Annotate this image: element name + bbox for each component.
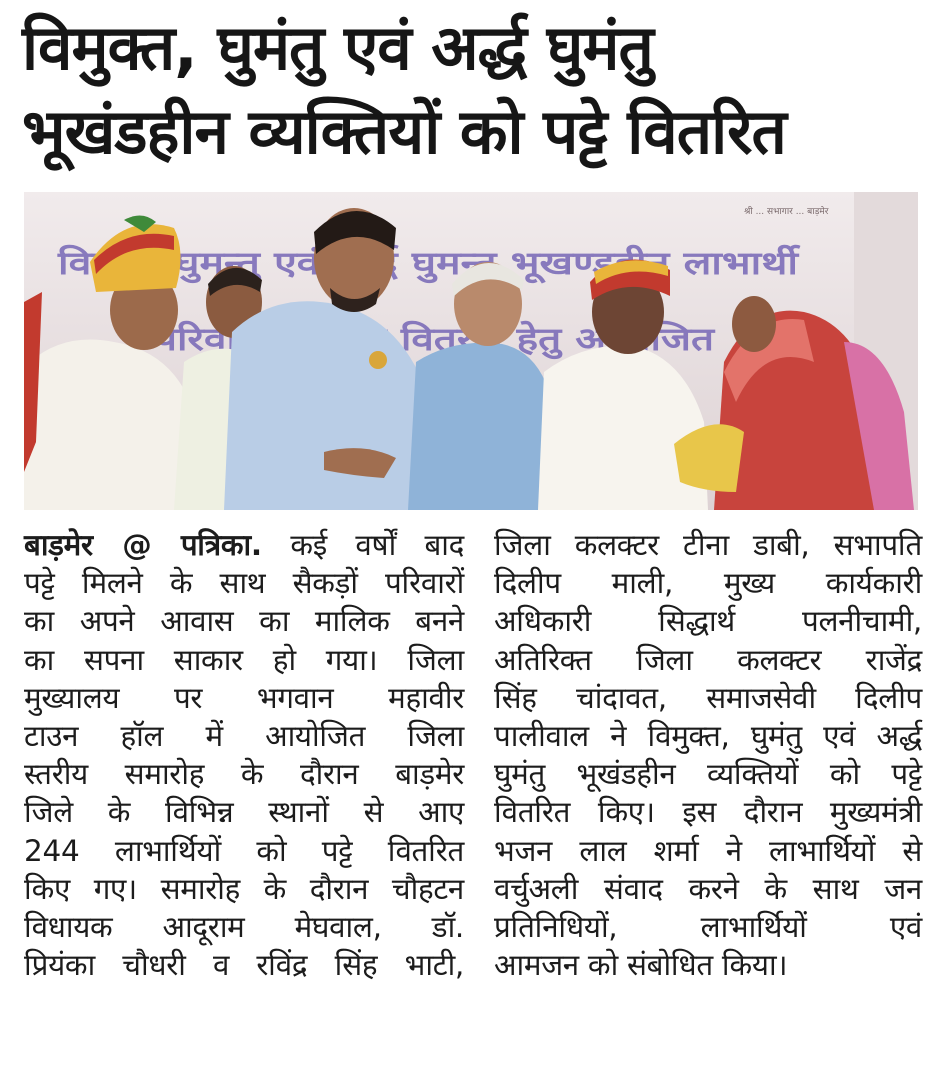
body-line: प्रियंका चौधरी व रविंद्र सिंह भाटी,: [24, 948, 464, 983]
signboard-text: श्री ... सभागार ... बाड़मेर: [744, 207, 829, 217]
body-line: अधिकारी सिद्धार्थ पलनीचामी,: [494, 604, 922, 639]
body-line: 244 लाभार्थियों को पट्टे वितरित: [24, 833, 464, 868]
body-line: [24, 526, 464, 564]
body-line: पालीवाल ने विमुक्त, घुमंतु एवं अर्द्ध: [494, 718, 922, 753]
body-line: टाउन हॉल में आयोजित जिला: [24, 718, 464, 753]
headline-line-1: विमुक्त, घुमंतु एवं अर्द्ध घुमंतु: [22, 11, 653, 84]
body-text: कई वर्षों बाद: [261, 528, 464, 562]
body-line: दिलीप माली, मुख्य कार्यकारी: [494, 566, 922, 601]
article-column-right: [494, 526, 922, 984]
body-line: भजन लाल शर्मा ने लाभार्थियों से: [494, 833, 922, 868]
body-line: पट्टे मिलने के साथ सैकड़ों परिवारों: [24, 566, 464, 601]
body-line: अतिरिक्त जिला कलक्टर राजेंद्र: [494, 642, 922, 677]
news-photo-illustration: [24, 192, 918, 510]
body-line: आमजन को संबोधित किया।: [494, 948, 788, 983]
headline: [22, 6, 912, 174]
body-line: घुमंतु भूखंडहीन व्यक्तियों को पट्टे: [494, 757, 922, 792]
article-body: [24, 526, 922, 1078]
body-line: विधायक आदूराम मेघवाल, डॉ.: [24, 909, 464, 944]
body-line: का सपना साकार हो गया। जिला: [24, 642, 464, 677]
headline-line-2: भूखंडहीन व्यक्तियों को पट्टे वितरित: [22, 95, 786, 168]
body-line: वर्चुअली संवाद करने के साथ जन: [494, 871, 922, 906]
body-line: प्रतिनिधियों, लाभार्थियों एवं: [494, 909, 922, 944]
body-line: किए गए। समारोह के दौरान चौहटन: [24, 871, 464, 906]
body-line: स्तरीय समारोह के दौरान बाड़मेर: [24, 757, 464, 792]
body-line: सिंह चांदावत, समाजसेवी दिलीप: [494, 680, 922, 715]
dateline: बाड़मेर @ पत्रिका.: [24, 528, 262, 562]
news-photo: [24, 192, 918, 510]
article-column-left: [24, 526, 464, 984]
body-line: जिला कलक्टर टीना डाबी, सभापति: [494, 528, 922, 562]
body-line: वितरित किए। इस दौरान मुख्यमंत्री: [494, 795, 922, 830]
body-line: जिले के विभिन्न स्थानों से आए: [24, 795, 464, 830]
body-line: मुख्यालय पर भगवान महावीर: [24, 680, 464, 715]
body-line: का अपने आवास का मालिक बनने: [24, 604, 464, 639]
